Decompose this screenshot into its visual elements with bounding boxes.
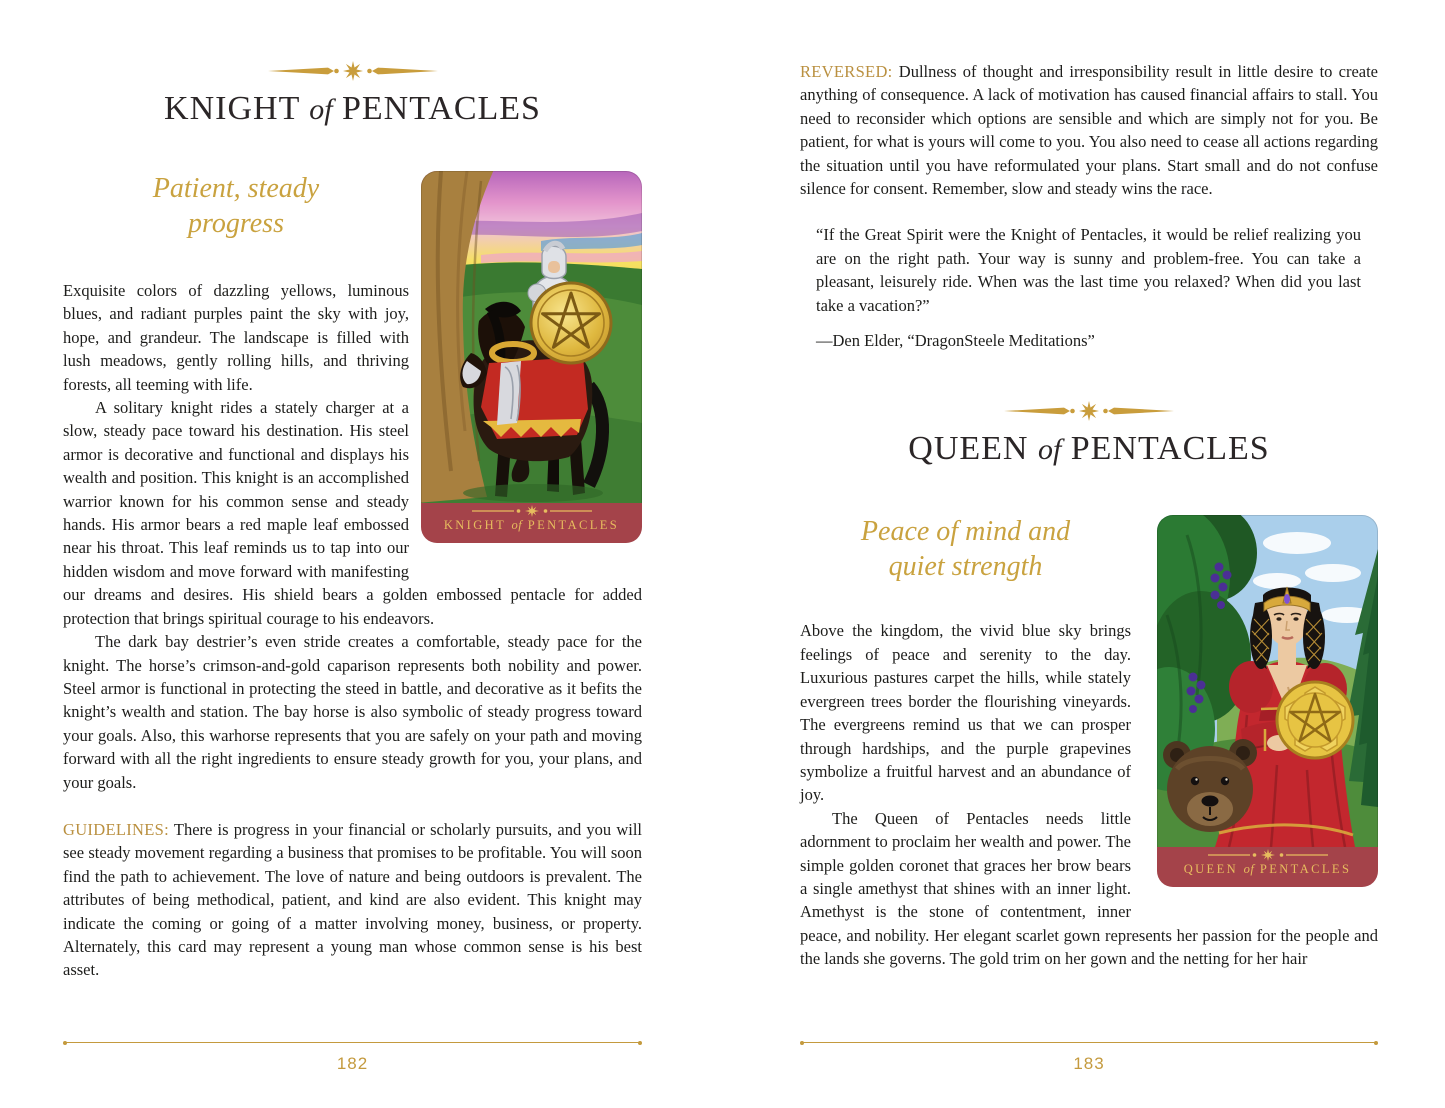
guidelines-paragraph [63, 818, 642, 982]
card-band-ornament [472, 505, 592, 517]
reversed-paragraph [800, 60, 1378, 200]
chapter-title-knight [63, 89, 642, 130]
chapter-title-rest: PENTACLES [1070, 430, 1270, 468]
footer-rule-end-dot [638, 1041, 642, 1045]
card-caption-main: QUEEN [1183, 862, 1239, 877]
tarot-card-knight-of-pentacles [421, 171, 642, 543]
page-footer-left [63, 1040, 642, 1074]
footer-rule-line [66, 1042, 639, 1043]
subtitle-line-1: Patient, steady [152, 173, 320, 204]
card-caption-of: of [1243, 862, 1255, 877]
chapter-title-main: KNIGHT [164, 90, 300, 127]
body-paragraph-2: A solitary knight rides a stately charger at a slow, steady pace toward his destination. His steel armor is decorative and functional and displays his wealth and position. This knight is an accomplished warrior known for his common sense and steady hands. His armor bears a red maple leaf embossed near his throat. This leaf reminds us to tap into our hidden wisdom and move forward with manifesting our dreams and desires. His shield bears a golden embossed pentacle for added protection that brings spiritual courage to his endeavors. [63, 398, 642, 628]
quote-attribution: —Den Elder, “DragonSteele Meditations” [816, 331, 1095, 351]
reversed-text: Dullness of thought and irresponsibility result in little desire to create anything of consequence. A lack of motivation has caused financial affairs to stall. You need to reconsider which options are sensible and which are simply not for you. Be patient, for what is yours will come to you. You also need to cease all actions regarding the situation until you have reformulated your plans. Start small and do not confuse silence for consent. Remember, slow and steady wins the race. [800, 62, 1378, 199]
body-paragraph-1: Above the kingdom, the vivid blue sky brings feelings of peace and serenity to the day. Luxurious pastures carpet the hills, while stately evergreen trees border the flourishing vineyards. The evergreens remind us that we can prosper through hardships, and the purple grapevines symbolize a fruitful harvest and an abundance of joy. [800, 621, 1131, 805]
card-band-ornament [1208, 849, 1328, 861]
star-rule-ornament [268, 60, 438, 82]
page-number: 182 [336, 1054, 369, 1073]
subtitle-line-1: Peace of mind and [860, 516, 1071, 548]
card-caption-of: of [511, 518, 523, 532]
card-caption [444, 518, 619, 533]
quote: “If the Great Spirit were the Knight of Pentacles, it would be relief realizing you are on the right path. Your way is sunny and problem-free. You can take a pleasant, leisurely ride. When was the last time you relaxed? When did you last take a vacation?” [816, 225, 1361, 315]
chapter-title-of: of [1037, 433, 1062, 467]
subtitle-line-2: progress [188, 208, 284, 239]
chapter-title-of: of [309, 93, 333, 126]
reversed-label: REVERSED: [800, 62, 893, 81]
chapter-title-rest: PENTACLES [342, 90, 541, 127]
page-footer-right [800, 1040, 1378, 1074]
tarot-card-queen-of-pentacles [1157, 515, 1378, 887]
body-paragraph-2: The Queen of Pentacles needs little adornment to proclaim her wealth and power. The simple golden coronet that graces her brow bears a single amethyst that shines with an inner light. Amethyst is the stone of contentment, inner peace, and nobility. Her elegant scarlet gown represents her passion for the people and the lands she governs. The gold trim on her gown and the netting for her hair [800, 808, 1378, 969]
subtitle-line-2: quiet strength [888, 551, 1043, 583]
chapter-title-main: QUEEN [908, 430, 1029, 468]
section-ornament [800, 400, 1378, 422]
chapter-title-queen [800, 429, 1378, 470]
book-page-right [722, 0, 1445, 1108]
body-paragraph-3: The dark bay destrier’s even stride creates a comfortable, steady pace for the knight. The horse’s crimson-and-gold caparison represents both nobility and power. Steel armor is functional in protecting the steed in battle, and decorative as it befits the knight’s wealth and station. The bay horse is also symbolic of steady progress toward your goals. Also, this warhorse represents that you are safely on your path and moving forward with all the right ingredients to ensure steady growth for you, your plans, and your goals. [63, 632, 642, 792]
footer-rule-end-dot [1374, 1041, 1378, 1045]
card-caption-rest: PENTACLES [527, 518, 620, 532]
footer-rule [800, 1040, 1378, 1045]
card-caption-rest: PENTACLES [1259, 862, 1352, 877]
card-title-band [421, 503, 642, 543]
guidelines-text: There is progress in your financial or scholarly pursuits, and you will see steady movement regarding a business that promises to be profitable. You will soon find the path to achievement. The love of nature and being outdoors is prevalent. The attributes of being methodical, patient, and kind are also evident. This knight may indicate the coming or going of a matter involving money, business, or property. Alternately, this card may represent a young man whose common sense is his best asset. [63, 819, 643, 980]
footer-rule-line [803, 1042, 1375, 1043]
card-caption [1184, 862, 1352, 877]
page-number: 183 [1073, 1054, 1105, 1073]
guidelines-label: GUIDELINES: [63, 819, 169, 839]
queen-of-pentacles-card-image [1157, 515, 1378, 847]
card-title-band [1157, 847, 1378, 887]
section-ornament [63, 60, 642, 82]
book-page-left [0, 0, 722, 1108]
footer-rule [63, 1040, 642, 1045]
card-caption-main: KNIGHT [443, 518, 506, 532]
star-rule-ornament [1004, 400, 1174, 422]
body-paragraph-1: Exquisite colors of dazzling yellows, luminous blues, and radiant purples paint the sky with joy, hope, and grandeur. The landscape is filled with lush meadows, gently rolling hills, and thriving forests, all teeming with life. [63, 281, 409, 394]
knight-of-pentacles-card-image [421, 171, 642, 503]
